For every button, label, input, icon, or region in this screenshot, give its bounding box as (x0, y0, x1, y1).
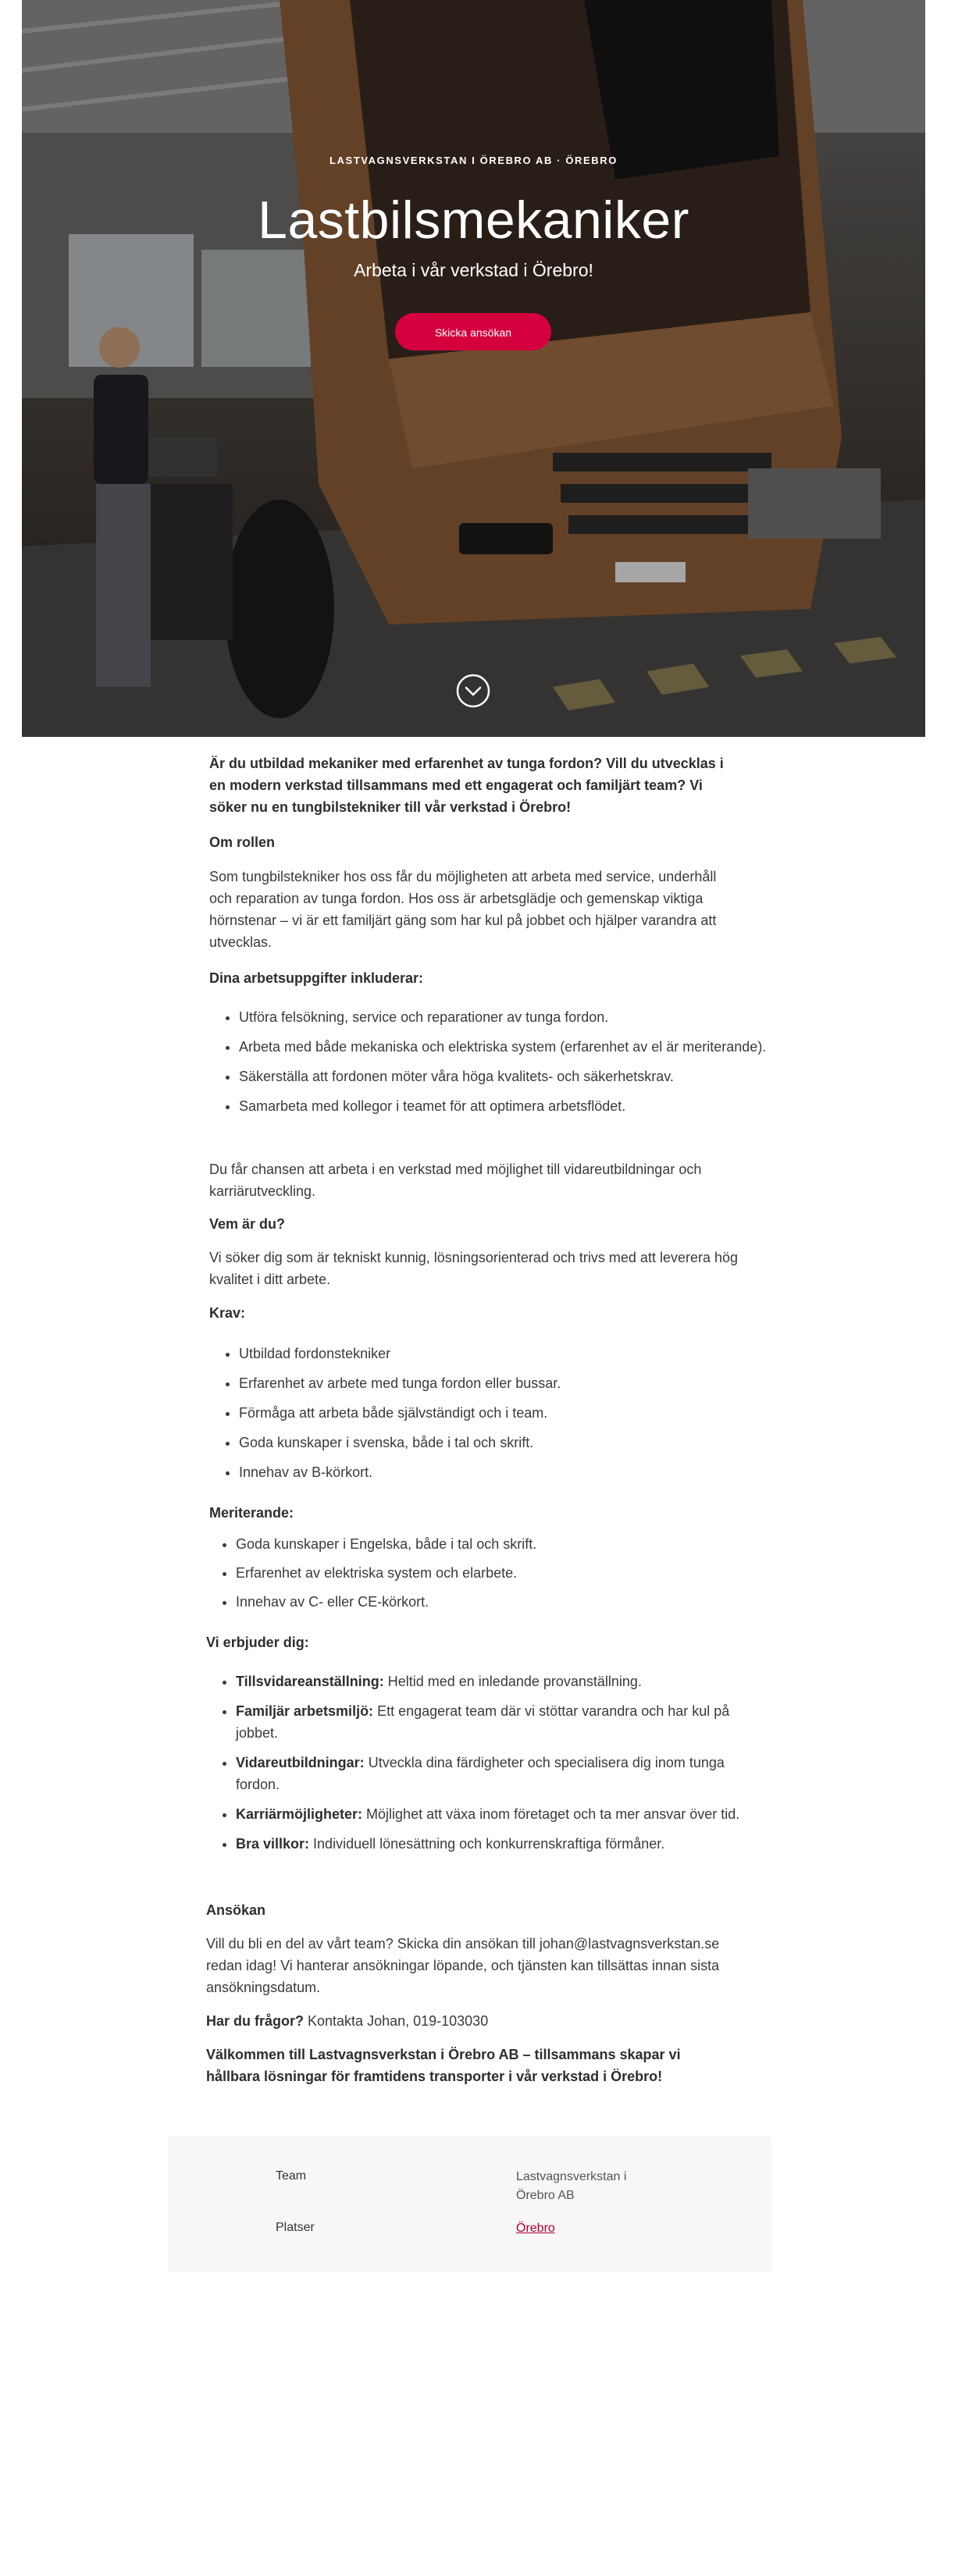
list-item (236, 1803, 767, 1825)
tasks-list (209, 1006, 770, 1117)
contact-info: Kontakta Johan, 019-103030 (304, 2013, 489, 2029)
offer-text: Ett engagerat team där vi stöttar varandra och har kul på jobbet. (236, 1703, 730, 1741)
list-item (236, 1833, 767, 1855)
job-subtitle: Arbeta i vår verkstad i Örebro! (354, 260, 593, 280)
chevron-down-circle-icon[interactable] (456, 674, 490, 708)
list-item (236, 1752, 767, 1795)
list-item: • Goda kunskaper i Engelska, både i tal och skrift. (236, 1533, 767, 1555)
offers-list (206, 1670, 767, 1855)
requirements-heading: Krav: (209, 1305, 246, 1321)
list-item: • Innehav av B-körkort. (239, 1461, 770, 1483)
who-text: Vi söker dig som är tekniskt kunnig, lösningsorienterad och trivs med att leverera hög kvalitet i ditt arbete. (209, 1250, 739, 1287)
location-link-orebro[interactable]: Örebro (516, 2222, 555, 2235)
list-item: • Förmåga att arbeta både självständigt och i team. (239, 1402, 770, 1424)
job-title: Lastbilsmekaniker (258, 190, 689, 250)
list-item: • Utbildad fordonstekniker (239, 1343, 770, 1364)
team-value: Lastvagnsverkstan i Örebro AB (516, 2170, 627, 2202)
apply-text: Vill du bli en del av vårt team? Skicka din ansökan till johan@lastvagnsverkstan.se redan idag! Vi hanterar ansökningar löpande, och tjänsten kan tillsättas innan sista ansökningsdatum. (206, 1936, 720, 1995)
questions-text (206, 2010, 737, 2032)
company-location-eyebrow: LASTVAGNSVERKSTAN I ÖREBRO AB · ÖREBRO (329, 155, 618, 166)
offer-title: Familjär arbetsmiljö: (236, 1703, 374, 1719)
list-item: • Erfarenhet av elektriska system och elarbete. (236, 1562, 767, 1584)
offer-title: Vidareutbildningar: (236, 1755, 365, 1770)
list-item (236, 1700, 767, 1744)
locations-label: Platser (276, 2221, 315, 2234)
list-item: • Arbeta med både mekaniska och elektriska system (erfarenhet av el är meriterande). (239, 1036, 770, 1058)
offer-heading: Vi erbjuder dig: (206, 1635, 309, 1650)
offer-title: Tillsvidareanställning: (236, 1674, 384, 1689)
merits-list (209, 1533, 767, 1613)
list-item: • Goda kunskaper i svenska, både i tal och skrift. (239, 1432, 770, 1453)
offer-text: Individuell lönesättning och konkurrenskraftiga förmåner. (309, 1836, 665, 1852)
team-label: Team (276, 2169, 307, 2183)
apply-button[interactable]: Skicka ansökan (395, 313, 551, 350)
job-info-card (168, 2137, 771, 2272)
apply-heading: Ansökan (206, 1902, 266, 1918)
list-item: • Samarbeta med kollegor i teamet för att optimera arbetsflödet. (239, 1095, 770, 1117)
offer-title: Bra villkor: (236, 1836, 310, 1852)
role-heading: Om rollen (209, 834, 276, 850)
list-item: • Innehav av C- eller CE-körkort. (236, 1591, 767, 1613)
offer-text: Heltid med en inledande provanställning. (383, 1674, 642, 1689)
intro-text: Är du utbildad mekaniker med erfarenhet av tunga fordon? Vill du utvecklas i en modern verkstad tillsammans med ett engagerat och familjärt team? Vi söker nu en tungbilstekniker till vår verkstad i Örebro! (209, 756, 724, 815)
welcome-text: Välkommen till Lastvagnsverkstan i Örebro AB – tillsammans skapar vi hållbara lösningar för framtidens transporter i vår verkstad i Örebro! (206, 2047, 681, 2084)
list-item: • Utföra felsökning, service och reparationer av tunga fordon. (239, 1006, 770, 1028)
requirements-list (209, 1343, 770, 1483)
list-item (236, 1670, 767, 1692)
hero-overlay (22, 0, 925, 737)
chance-text: Du får chansen att arbeta i en verkstad med möjlighet till vidareutbildningar och karriärutveckling. (209, 1162, 702, 1199)
hero-section (22, 0, 925, 737)
merits-heading: Meriterande: (209, 1505, 294, 1521)
who-heading: Vem är du? (209, 1216, 286, 1232)
tasks-heading: Dina arbetsuppgifter inkluderar: (209, 970, 424, 986)
offer-text: Utveckla dina färdigheter och specialisera dig inom tunga fordon. (236, 1755, 725, 1792)
questions-label: Har du frågor? (206, 2013, 305, 2029)
list-item: • Säkerställa att fordonen möter våra höga kvalitets- och säkerhetskrav. (239, 1066, 770, 1087)
list-item: • Erfarenhet av arbete med tunga fordon eller bussar. (239, 1372, 770, 1394)
offer-text: Möjlighet att växa inom företaget och ta mer ansvar över tid. (362, 1806, 740, 1822)
offer-title: Karriärmöjligheter: (236, 1806, 363, 1822)
role-text: Som tungbilstekniker hos oss får du möjligheten att arbeta med service, underhåll och reparation av tunga fordon. Hos oss är arbetsglädje och gemenskap viktiga hörnstenar – vi är ett familjärt gäng som har kul på jobbet och hjälper varandra att utvecklas. (209, 869, 717, 950)
